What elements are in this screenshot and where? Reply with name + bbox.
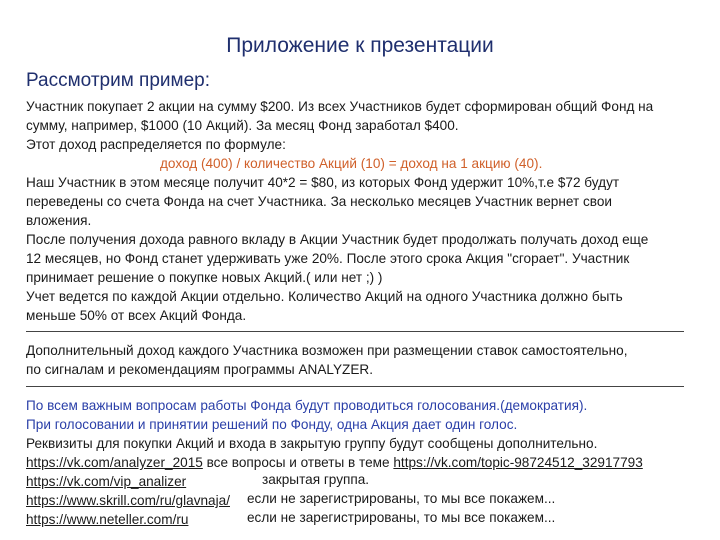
- vip-group-link[interactable]: https://vk.com/vip_analizer: [26, 474, 187, 489]
- link-row: [26, 491, 230, 510]
- page-title: Приложение к презентации: [226, 34, 494, 57]
- paragraph-line: Участник покупает 2 акции на сумму $200. Из всех Участников будет сформирован общий Фонд на: [26, 99, 654, 114]
- paragraph-line: Этот доход распределяется по формуле:: [26, 137, 286, 152]
- link-description: если не зарегистрированы, то мы все покажем...: [247, 491, 556, 506]
- formula-line: доход (400) / количество Акций (10) = доход на 1 акцию (40).: [160, 156, 543, 171]
- paragraph-line: Наш Участник в этом месяце получит 40*2 = $80, из которых Фонд удержит 10%,т.е $72 будут: [26, 175, 620, 190]
- link-description: если не зарегистрированы, то мы все покажем...: [247, 510, 556, 525]
- skrill-link[interactable]: https://www.skrill.com/ru/glavnaja/: [26, 493, 230, 508]
- paragraph-line: Учет ведется по каждой Акции отдельно. Количество Акций на одного Участника должно быть: [26, 289, 623, 304]
- divider: [26, 386, 684, 387]
- link-description: закрытая группа.: [262, 472, 370, 487]
- paragraph-line: После получения дохода равного вкладу в Акции Участник будет продолжать получать доход еще: [26, 232, 649, 247]
- topic-link[interactable]: https://vk.com/topic-98724512_32917793: [393, 455, 643, 470]
- paragraph-line: 12 месяцев, но Фонд станет удерживать уже 20%. После этого срока Акция "сгорает". Участник: [26, 251, 630, 266]
- link-row: [26, 510, 188, 529]
- voting-line: При голосовании и принятии решений по Фонду, одна Акция дает один голос.: [26, 417, 518, 432]
- analyzer-group-link[interactable]: https://vk.com/analyzer_2015: [26, 455, 203, 470]
- paragraph-line: принимает решение о покупке новых Акций.( или нет ;) ): [26, 270, 383, 285]
- section-subtitle: Рассмотрим пример:: [26, 70, 210, 91]
- paragraph-line: меньше 50% от всех Акций Фонда.: [26, 308, 247, 323]
- voting-line: По всем важным вопросам работы Фонда будут проводиться голосования.(демократия).: [26, 398, 588, 413]
- link-description: все вопросы и ответы в теме: [202, 455, 394, 470]
- requisites-line: Реквизиты для покупки Акций и входа в закрытую группу будут сообщены дополнительно.: [26, 436, 598, 451]
- extra-income-line: по сигналам и рекомендациям программы ANALYZER.: [26, 362, 373, 377]
- paragraph-line: вложения.: [26, 213, 92, 228]
- paragraph-line: переведены со счета Фонда на счет Участника. За несколько месяцев Участник вернет свои: [26, 194, 612, 209]
- link-row: [26, 453, 643, 472]
- link-row: [26, 472, 186, 491]
- neteller-link[interactable]: https://www.neteller.com/ru: [26, 512, 189, 527]
- extra-income-line: Дополнительный доход каждого Участника возможен при размещении ставок самостоятельно,: [26, 343, 628, 358]
- paragraph-line: сумму, например, $1000 (10 Акций). За месяц Фонд заработал $400.: [26, 118, 459, 133]
- divider: [26, 331, 684, 332]
